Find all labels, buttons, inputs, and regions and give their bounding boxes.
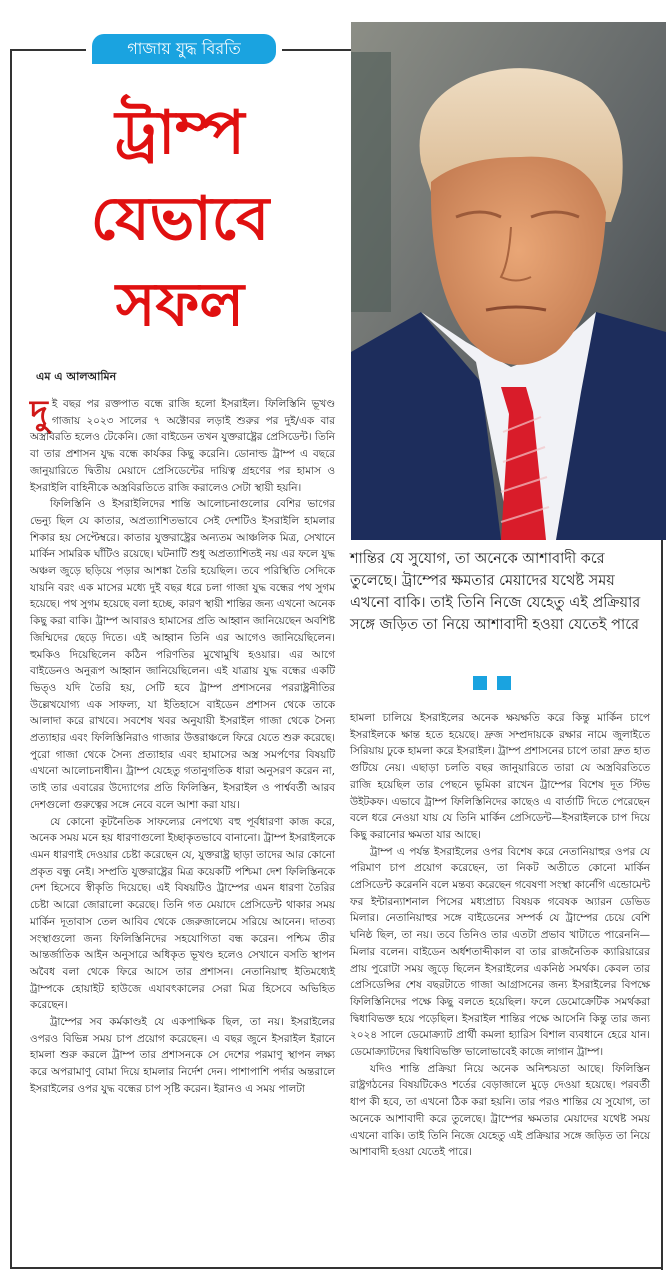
headline-line: যেভাবে bbox=[90, 184, 270, 254]
frame-border-right bbox=[661, 540, 663, 1270]
headline-line: ট্রাম্প bbox=[115, 98, 245, 168]
pull-quote: শান্তির যে সুযোগ, তা অনেকে আশাবাদী করে তুলেছে। ট্রাম্পের ক্ষমতার মেয়াদের যথেষ্ট সময় এখনো বাকি। তাই তিনি নিজে যেহেতু এই প্রক্রিয়ার সঙ্গে জড়িত তা নিয়ে আশাবাদী হওয়া যেতেই পারে bbox=[350, 551, 641, 633]
paragraph: ফিলিস্তিনি ও ইসরাইলিদের শান্তি আলোচনাগুলোর বেশির ভাগের ভেন্যু ছিল যে কাতার, অপ্রত্যাশিতভাবে সেই দেশটিও ইসরাইলি হামলার শিকার হয় সেপ্টেম্বরে। কাতার যুক্তরাষ্ট্রের অন্যতম আঞ্চলিক মিত্র, সেখানে মার্কিন সামরিক ঘাঁটিও রয়েছে। ঘটনাটি শুধু অপ্রত্যাশিতই নয় এর ফলে যুদ্ধ অঞ্চল জুড়ে ছড়িয়ে পড়ার আশঙ্কা তৈরি হয়েছিল। তবে পরিস্থিতি সেদিকে যায়নি বরং এক মাসের মধ্যে দুই বছর ধরে চলা গাজা যুদ্ধ বন্ধের পথ সুগম হয়েছে। পথ সুগম হয়েছে বলা হচ্ছে, কারণ স্থায়ী শান্তির জন্য এখনো অনেক কিছু করা বাকি। ট্রাম্প আবারও হামাসের প্রতি আহ্বান জানিয়েছেন অবশিষ্ট জিম্মিদের ছেড়ে দিতে। এই আহ্বান তিনি এর আগেও জানিয়েছিলেন। হুমকিও দিয়েছিলেন কঠিন পরিণতির মুখোমুখি হওয়ার। এর আগে বাইডেনও অনুরূপ আহ্বান জানিয়েছিলেন। এই যাত্রায় যুদ্ধ বন্ধের একটি ভিত্ও যদি তৈরি হয়, সেটি হবে ট্রাম্প প্রশাসনের পররাষ্ট্রনীতির উল্লেখযোগ্য এক সাফল্য, যা ইতিহাসে বাইডেন প্রশাসন থেকে তাকে আলাদা করে রাখবে। সবশেষ খবর অনুযায়ী ইসরাইল গাজা থেকে সৈন্য প্রত্যাহার এবং ফিলিস্তিনিরাও গাজার উত্তরাঞ্চলে ফিরে যেতে শুরু করেছে। পুরো গাজা থেকে সৈন্য প্রত্যাহার এবং হামাসের অস্ত্র সমর্পণের বিষয়টি এখনো আলোচনাধীন। ট্রাম্প যেহেতু গতানুগতিক ধারা অনুসরণ করেন না, তাই তার এবারের উদ্যোগের প্রতি ফিলিস্তিন, ইসরাইল ও পার্শ্ববর্তী আরব দেশগুলো গুরুত্বের সঙ্গে নেবে বলে আশা করা যায়। bbox=[30, 498, 335, 811]
portrait-photo bbox=[351, 22, 666, 540]
drop-cap: দু bbox=[30, 393, 48, 433]
paragraph-text: ই বছর পর রক্তপাত বন্ধে রাজি হলো ইসরাইল। ফিলিস্তিনি ভূখণ্ড গাজায় ২০২৩ সালের ৭ অক্টোবর লড়াই শুরুর পর দুই/এক বার অস্ত্রবিরতি হলেও টেকেনি। জো বাইডেন তখন যুক্তরাষ্ট্রের প্রেসিডেন্ট। তিনি বা তার প্রশাসন যুদ্ধ বন্ধে কার্যকর কিছু করেনি। ডোনাল্ড ট্রাম্প এ বছরে জানুয়ারিতে দ্বিতীয় মেয়াদে প্রেসিডেন্টের দায়িত্ব গ্রহণের পর হামাস ও ইসরাইলি বাহিনীকে অস্ত্রবিরতিতে রাজি করালেও সেটা স্থায়ী হয়নি। bbox=[30, 398, 335, 494]
headline-line: সফল bbox=[115, 270, 245, 340]
paragraph bbox=[30, 393, 335, 496]
divider-square bbox=[497, 676, 511, 690]
portrait-illustration bbox=[351, 22, 666, 540]
body-column-left bbox=[30, 393, 335, 1098]
paragraph: যে কোনো কূটনৈতিক সাফল্যের নেপথ্যে বহু পূর্বধারণা কাজ করে, অনেক সময় মনে হয় ধারণাগুলো ইচ্ছাকৃতভাবে বানানো। ট্রাম্প ইসরাইলকে এমন ধারণাই দেওয়ার চেষ্টা করেছেন যে, যুক্তরাষ্ট্র ছাড়া তাদের আর কোনো প্রকৃত বন্ধু নেই। সম্প্রতি যুক্তরাষ্ট্রের মিত্র কয়েকটি পশ্চিমা দেশ ফিলিস্তিনকে দেশ হিসেবে স্বীকৃতি দিয়েছে। এই বিষয়টিও ট্রাম্পের এমন ধারণা তৈরির চেষ্টা আরো জোরালো করেছে। তিনি গত মেয়াদে প্রেসিডেন্ট থাকার সময় মার্কিন দূতাবাস তেল আবিব থেকে জেরুজালেমে সরিয়ে আনেন। দাতব্য সংস্থাগুলো জন্য ফিলিস্তিনিদের সহযোগিতা বন্ধ করেন। পশ্চিম তীর আন্তর্জাতিক আইন অনুসারে অধিকৃত ভূখণ্ড হলেও সেখানে বসতি স্থাপন অবৈধ বলা থেকে ফিরে আসে তার প্রশাসন। নেতানিয়াহু ইতিমধ্যেই ট্রাম্পকে হোয়াইট হাউজে এযাবৎকালের সেরা মিত্র হিসেবে অভিহিত করেছেন। bbox=[30, 815, 335, 1012]
section-divider bbox=[473, 676, 511, 690]
section-tag: গাজায় যুদ্ধ বিরতি bbox=[92, 34, 276, 64]
paragraph: ট্রাম্প এ পর্যন্ত ইসরাইলের ওপর বিশেষ করে নেতানিয়াহুর ওপর যে পরিমাণ চাপ প্রয়োগ করেছেন, তা নিকট অতীতে কোনো মার্কিন প্রেসিডেন্ট করেননি বলে মন্তব্য করেছেন গবেষণা সংস্থা কার্নেগি এন্ডোমেন্ট ফর ইন্টারন্যাশনাল পিসের মধ্যপ্রাচ্য বিষয়ক গবেষক অ্যারন ডেভিড মিলার। নেতানিয়াহুর সঙ্গে বাইডেনের সম্পর্ক যে ট্রাম্পের চেয়ে বেশি ঘনিষ্ঠ ছিল, তা নয়। তবে তিনিও তার এতটা প্রভাব খাটাতে পারেননি—মিলার বলেন। বাইডেন অর্ধশতাব্দীকাল বা তার রাজনৈতিক ক্যারিয়ারের প্রায় পুরোটা সময় জুড়ে ছিলেন ইসরাইলের একনিষ্ঠ সমর্থক। কেবল তার প্রেসিডেন্সির শেষ বছরটাতে গাজা আগ্রাসনের জন্য ইসরাইলের বিপক্ষে ফিলিস্তিনিদের পক্ষে কিছু বলতে হয়েছিল। ফলে ডেমোক্রেটিক সমর্থকরা দ্বিধাবিভক্ত হয়ে পড়েছিল। ইসরাইল শান্তির পক্ষে আসেনি কিন্তু তার জন্য ২০২৪ সালে ডেমোক্র্যাট প্রার্থী কমলা হ্যারিস বিশাল ব্যবধানে হেরে যান। ডেমোক্র্যাটদের দ্বিধাবিভক্তি ভালোভাবেই কাজে লাগান ট্রাম্প। bbox=[350, 845, 650, 1059]
byline: এম এ আলআমিন bbox=[36, 370, 117, 383]
paragraph: হামলা চালিয়ে ইসরাইলের অনেক ক্ষয়ক্ষতি করে কিন্তু মার্কিন চাপে ইসরাইলকে ক্ষান্ত হতে হয়েছে। দ্রুজ সম্প্রদায়কে রক্ষার নামে জুলাইতে সিরিয়ায় ঢুকে হামলা করে ইসরাইল। ট্রাম্প প্রশাসনের চাপে তারা দ্রুত হাত গুটিয়ে নেয়। এছাড়া চলতি বছর জানুয়ারিতে তারা যে অস্ত্রবিরতিতে রাজি হয়েছিল তার পেছনে ভূমিকা রাখেন ট্রাম্পের বিশেষ দূত স্টিভ উইটকফ। এভাবে ট্রাম্প ফিলিস্তিনিদের কাছেও এ বার্তাটি দিতে পেরেছেন বলে ধরে নেওয়া যায় যে তিনি মার্কিন প্রেসিডেন্ট—ইসরাইলকে চাপ দিয়ে কিছু করানোর ক্ষমতা যার আছে। bbox=[350, 712, 650, 841]
divider-square bbox=[473, 676, 487, 690]
body-column-right bbox=[350, 710, 650, 1161]
paragraph: ট্রাম্পের সব কর্মকাণ্ডই যে একপাক্ষিক ছিল, তা নয়। ইসরাইলের ওপরও বিভিন্ন সময় চাপ প্রয়োগ করেছেন। এ বছর জুনে ইসরাইল ইরানে হামলা শুরু করলে ট্রাম্প তার প্রশাসনকে সে দেশের পরমাণু স্থাপন লক্ষ্য করে অপরামাণু বোমা দিয়ে হামলার নির্দেশ দেন। পাশাপাশি পর্দার অন্তরালে ইসরাইলের ওপর যুদ্ধ বন্ধের চাপ সৃষ্টি করেন। ইরানও এ সময় পালটা bbox=[30, 1016, 335, 1095]
paragraph: যদিও শান্তি প্রক্রিয়া নিয়ে অনেক অনিশ্চয়তা আছে। ফিলিস্তিন রাষ্ট্রগঠনের বিষয়টিকেও শর্তের বেড়াজালে মুড়ে দেওয়া হয়েছে। পরবর্তী ধাপ কী হবে, তা এখনো ঠিক করা হয়নি। তার পরও শান্তির যে সুযোগ, তা অনেকে আশাবাদী করে তুলেছে। ট্রাম্পের ক্ষমতার মেয়াদের যথেষ্ট সময় এখনো বাকি। তাই তিনি নিজে যেহেতু এই প্রক্রিয়ার সঙ্গে জড়িত তা নিয়ে আশাবাদী হওয়া যেতেই পারে। bbox=[350, 1062, 650, 1159]
headline bbox=[20, 90, 340, 348]
frame-border-bottom bbox=[10, 1267, 663, 1269]
